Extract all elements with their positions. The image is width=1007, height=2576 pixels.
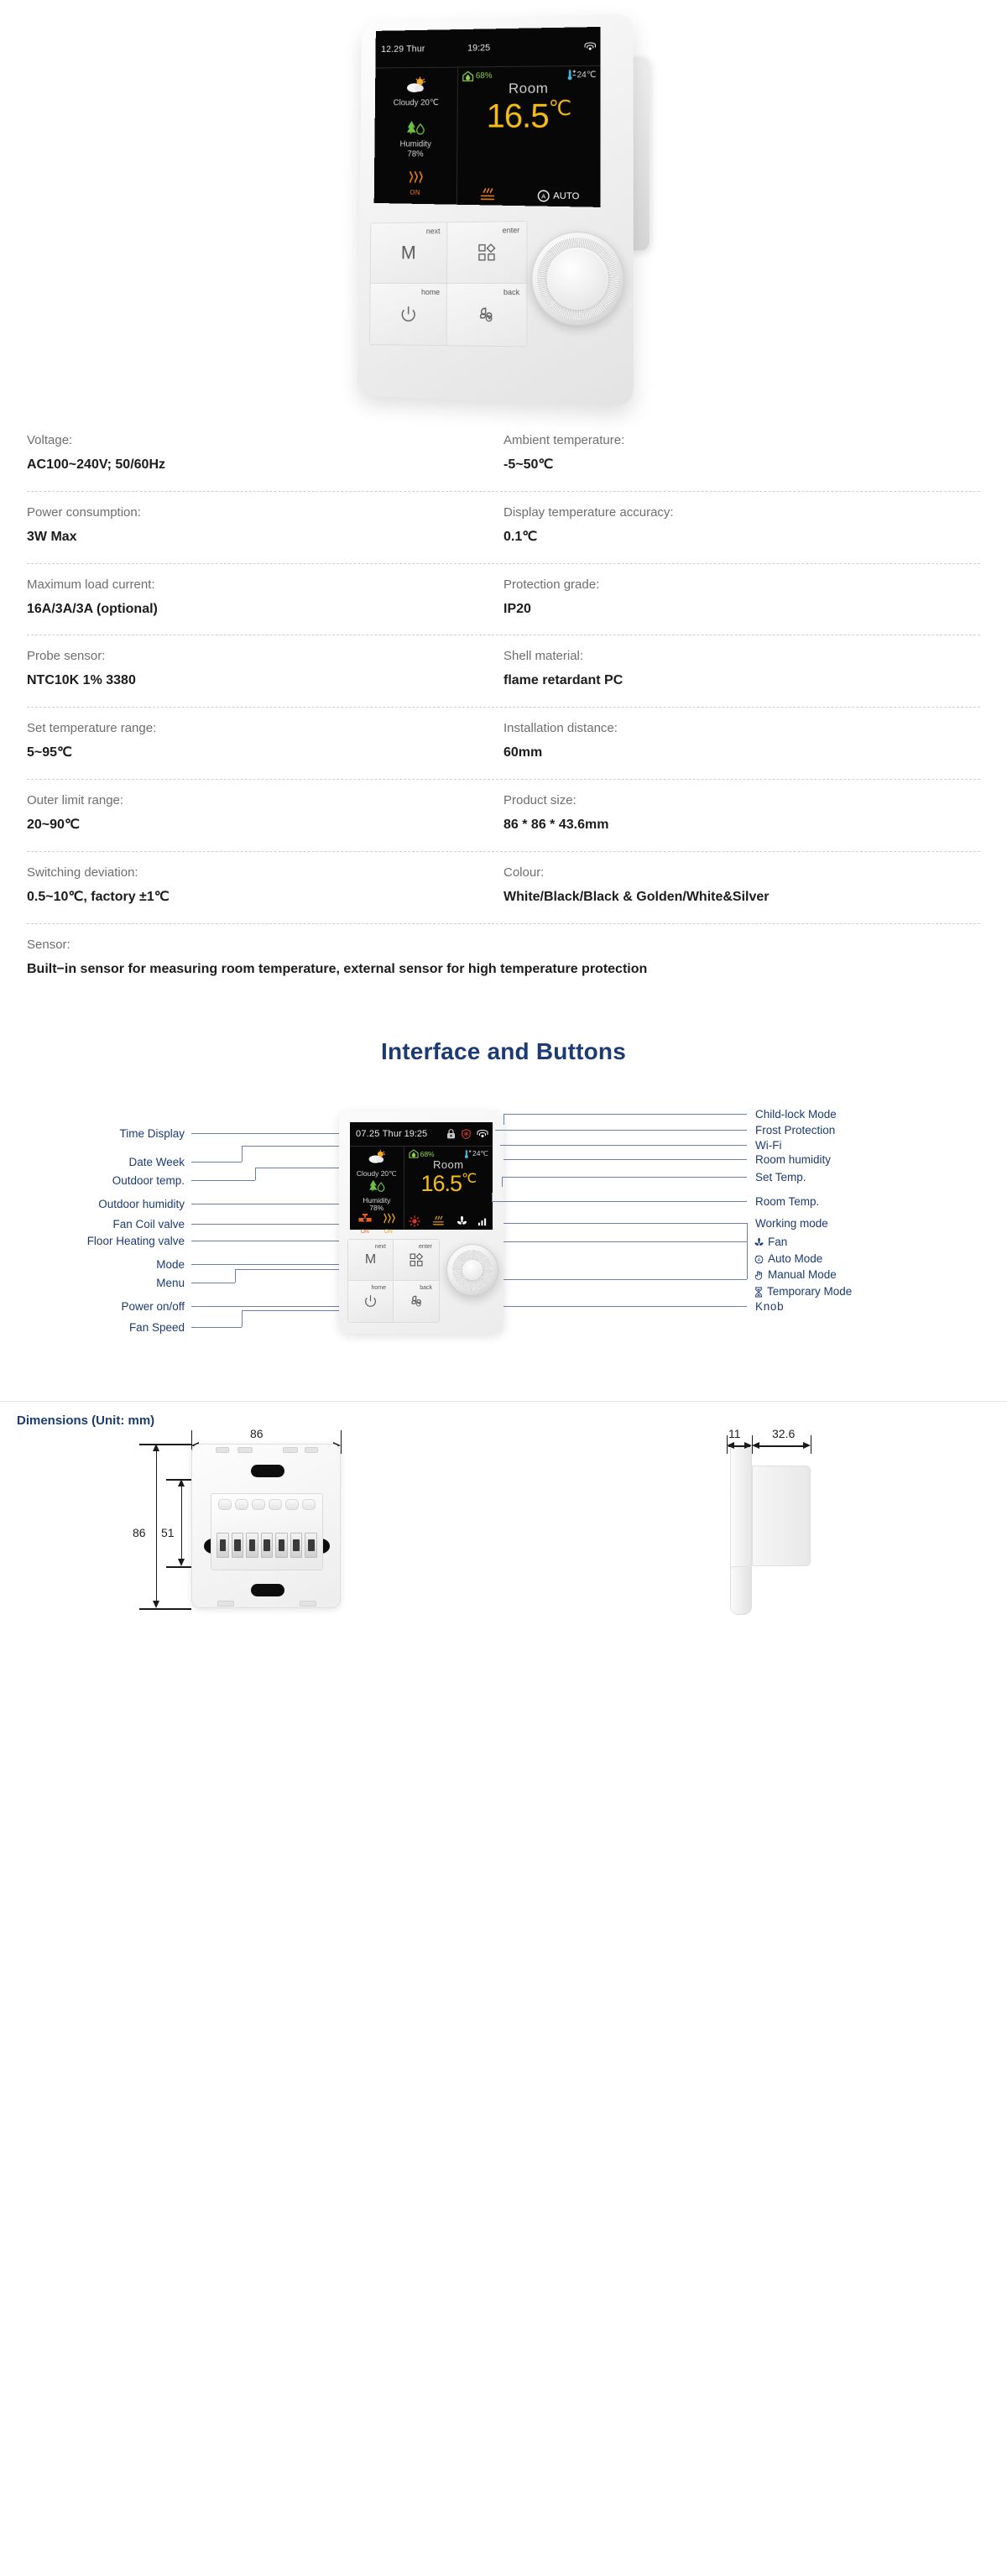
back-clip [237,1447,253,1453]
dimensions-section [0,1401,1007,1653]
callout-time-display: Time Display [119,1127,185,1141]
fan-blade-icon [456,1215,468,1227]
legend-bracket [747,1223,748,1279]
spec-cell [503,865,980,908]
terminal-caps [218,1499,316,1510]
dim-extension-line [139,1444,191,1445]
dim-extension-line [139,1608,191,1609]
leader-line [492,1201,747,1202]
outdoor-weather-text: Cloudy 20℃ [393,98,439,108]
diagram-set-temp-value: 24℃ [472,1149,488,1158]
leader-line [242,1146,243,1162]
signal-bars-icon [477,1216,488,1226]
callout-fan-coil-valve: Fan Coil valve [112,1218,185,1231]
dim-arrow [153,1601,159,1608]
thermostat-diagram-device [339,1111,503,1334]
dimensions-title: Dimensions (Unit: mm) [17,1413,155,1429]
diagram-button-pad[interactable] [347,1239,440,1323]
menu-grid-icon [408,1251,425,1268]
fan-icon [754,1237,764,1248]
spec-cell [27,577,503,620]
wifi-icon [584,42,595,50]
callout-power-on-off: Power on/off [121,1300,185,1314]
screen-status-bar [375,27,600,69]
diagram-mode-tag: next [374,1244,386,1251]
dim-side-11: 11 [728,1427,741,1441]
callout-frost-protection: Frost Protection [755,1124,836,1137]
leader-line [502,1177,747,1178]
dim-arrow [153,1444,159,1451]
leader-line [495,1130,747,1131]
leader-line [255,1168,256,1180]
floor-heating-valve-icon [381,1213,396,1225]
floor-heating-icon [406,170,424,185]
diagram-menu-button[interactable] [394,1240,439,1281]
room-humidity-value: 68% [475,71,493,81]
diagram-room-humidity-value: 68% [420,1149,435,1158]
spec-cell [503,505,980,548]
menu-button-tag: enter [502,226,520,235]
diagram-fan-speed-button[interactable] [394,1281,439,1322]
terminal-module [211,1493,323,1570]
spec-cell [503,721,980,764]
spec-label: Protection grade: [503,577,600,592]
dim-line [755,1445,807,1446]
callout-menu: Menu [156,1277,185,1290]
leader-line [503,1223,747,1224]
power-button-tag: home [420,287,441,296]
callout-outdoor-temp: Outdoor temp. [112,1174,185,1188]
dim-line [156,1447,157,1605]
room-temperature-value: 16.5 [486,97,549,135]
diagram-power-button[interactable] [348,1281,394,1322]
diagram-room-temperature [409,1170,488,1196]
diagram-room-humidity [409,1149,435,1158]
diagram-power-tag: home [371,1285,386,1292]
spec-row [27,708,980,780]
diagram-status-bar [350,1122,493,1146]
diagram-room-label: Room [432,1157,464,1171]
legend-label-auto: Auto Mode [768,1252,823,1266]
spec-label: Outer limit range: [27,792,124,807]
leader-line [503,1114,504,1125]
leader-line [503,1159,747,1160]
spec-label: Voltage: [27,433,73,447]
callout-room-humidity: Room humidity [755,1153,832,1167]
set-temperature-icon [464,1149,472,1159]
leader-line [502,1177,503,1187]
set-temp-value: 24℃ [577,70,597,80]
diagram-mode-button[interactable] [348,1240,394,1281]
room-label: Room [508,80,549,97]
spec-row [27,492,980,564]
diagram-status-icons [446,1129,488,1139]
spec-label: Sensor: [27,937,70,952]
leader-line [503,1306,747,1307]
spec-value: IP20 [503,601,531,616]
set-temperature-icon [566,69,576,81]
fan-coil-valve-icon [357,1213,373,1225]
spec-value: 3W Max [27,529,77,544]
back-clip [300,1601,316,1607]
spec-row [27,852,980,924]
screen-time: 19:25 [467,42,491,54]
diagram-room-temperature-value: 16.5 [420,1170,462,1196]
dim-arrow [178,1479,185,1487]
terminal-block [217,1533,317,1558]
leader-line [191,1162,242,1163]
leader-line [191,1133,347,1134]
callout-floor-heating-valve: Floor Heating valve [86,1235,185,1248]
dim-width-86: 86 [250,1427,263,1441]
mode-button[interactable] [371,222,448,284]
diagram-room-temperature-unit: ℃ [462,1171,477,1186]
cable-slot-top [251,1465,284,1477]
dim-extension-line [341,1430,342,1454]
page-title-interface: Interface and Buttons [380,1038,626,1065]
callout-child-lock-mode: Child-lock Mode [755,1108,837,1121]
set-temp-readout [566,69,596,81]
spec-cell [503,793,980,836]
diagram-room-panel [404,1147,493,1231]
room-humidity-icon [462,71,474,81]
dim-side-326: 32.6 [772,1427,796,1441]
spec-row [27,564,980,636]
spec-row-sensor [27,924,980,995]
outdoor-humidity-icon [405,119,426,136]
diagram-mode-glyph: M [364,1252,377,1267]
dim-arrow [803,1442,811,1449]
svg-text:A: A [541,192,546,201]
diagram-screen-time: 19:25 [404,1128,428,1139]
leader-line [242,1310,352,1311]
legend-label-temporary: Temporary Mode [767,1285,853,1298]
spec-cell [27,938,980,980]
leader-line [242,1310,243,1327]
legend-label-fan: Fan [768,1236,788,1249]
legend-item-manual [754,1268,837,1282]
device-lcd-screen [374,27,601,207]
dim-arrow [744,1442,752,1449]
diagram-humidity-value: 78% [369,1204,384,1213]
leader-line [191,1224,352,1225]
menu-grid-icon [476,242,498,264]
side-view-body [752,1466,811,1566]
diagram-knob[interactable] [446,1244,498,1296]
callout-wifi: Wi-Fi [755,1139,782,1152]
callout-date-week: Date Week [128,1156,185,1169]
dim-height-51: 51 [161,1526,175,1540]
legend-item-auto [754,1252,822,1266]
leader-line [191,1306,347,1307]
callout-fan-speed: Fan Speed [128,1321,185,1335]
outdoor-humidity-icon [368,1178,386,1193]
legend-label-manual: Manual Mode [768,1268,837,1282]
callout-room-temp: Room Temp. [755,1195,820,1209]
spec-value: 0.1℃ [503,529,538,544]
auto-mode-icon [537,189,550,203]
callout-outdoor-humidity: Outdoor humidity [98,1198,185,1211]
spec-label: Power consumption: [27,504,141,520]
leader-line [503,1241,747,1242]
diagram-set-temp [464,1149,488,1159]
interface-diagram [0,1099,1007,1393]
mode-button-glyph: M [400,242,416,264]
spec-cell [27,721,503,764]
back-clip [217,1601,234,1607]
cloudy-weather-icon [404,77,427,94]
power-icon [363,1294,378,1309]
screen-status-icons [584,42,595,50]
diagram-screen-date: 07.25 Thur [356,1128,403,1139]
thermostat-back-view [191,1444,341,1608]
spec-value: 86 * 86 * 43.6mm [503,817,609,832]
spec-value: NTC10K 1% 3380 [27,673,136,688]
room-humidity-readout [462,71,492,81]
spec-cell [27,793,503,836]
spec-value: -5~50℃ [503,457,554,472]
leader-line [492,1193,493,1201]
spec-cell [503,649,980,692]
cable-slot-bottom [251,1584,284,1596]
dim-arrow [752,1442,759,1449]
legend-item-fan [754,1236,787,1249]
wifi-icon [477,1130,488,1138]
cloudy-weather-icon [367,1150,387,1164]
dim-height-86: 86 [133,1526,146,1540]
spec-row [27,635,980,708]
manual-icon [754,1270,764,1281]
frost-protection-icon [462,1129,471,1139]
back-clip [283,1447,298,1453]
diagram-outdoor-panel [350,1147,404,1236]
leader-line [191,1327,242,1328]
leader-line [191,1180,255,1181]
spec-value: AC100~240V; 50/60Hz [27,457,165,472]
callout-mode: Mode [156,1258,185,1272]
legend-item-temporary [754,1285,852,1298]
specifications-table [0,420,1007,995]
spec-value: 20~90℃ [27,817,80,832]
spec-row [27,420,980,492]
hero-product-image [0,0,1007,420]
spec-value: 16A/3A/3A (optional) [27,601,158,616]
power-icon [399,305,417,323]
outdoor-humidity-value: 78% [407,149,424,159]
callout-set-temp: Set Temp. [755,1171,806,1184]
fan-coil-valve-status: ON [360,1229,369,1236]
screen-date: 12.29 Thur [381,44,425,55]
room-temperature-display [462,99,597,133]
spec-label: Switching deviation: [27,865,138,880]
spec-value: Built−in sensor for measuring room temperature, external sensor for high temperature protection [27,961,648,976]
spec-cell [503,577,980,620]
auto-icon [754,1254,764,1265]
spec-value: 60mm [503,745,543,760]
spec-label: Product size: [503,792,577,807]
diagram-outdoor-weather-text: Cloudy 20℃ [356,1168,397,1178]
dim-arrow [727,1442,734,1449]
temporary-icon [754,1287,764,1298]
fan-speed-button-tag: back [503,288,520,297]
diagram-lcd-screen [350,1122,493,1236]
spec-label: Ambient temperature: [503,433,625,447]
spec-value: White/Black/Black & Golden/White&Silver [503,889,770,904]
fan-speed-icon [477,305,497,325]
spec-cell [503,433,980,476]
thermostat-device-photo [344,12,646,406]
spec-label: Colour: [503,865,545,880]
spec-label: Probe sensor: [27,649,106,664]
device-knob[interactable] [531,231,624,326]
menu-button[interactable] [447,222,527,284]
leader-line [503,1279,747,1280]
spec-cell [27,433,503,476]
spec-label: Maximum load current: [27,577,155,592]
mode-button-tag: next [425,227,441,236]
floor-heating-status: ON [410,188,420,196]
spec-cell [27,649,503,692]
working-mode-indicator [537,189,579,203]
diagram-humidity-label: Humidity [363,1195,391,1204]
room-temperature-unit: ℃ [548,97,571,121]
spec-label: Installation distance: [503,721,618,736]
svg-text:A: A [757,1257,761,1263]
spec-label: Set temperature range: [27,721,157,736]
outdoor-panel [374,68,459,205]
room-panel [457,66,600,207]
callout-working-mode: Working mode [755,1217,828,1231]
room-humidity-icon [409,1149,419,1158]
outdoor-humidity-label: Humidity [399,139,431,149]
spec-label: Display temperature accuracy: [503,504,674,520]
device-button-pad[interactable] [369,221,528,347]
spec-row [27,780,980,852]
fan-speed-icon [409,1293,425,1309]
spec-cell [27,505,503,548]
diagram-menu-tag: enter [419,1244,432,1251]
leader-line [235,1269,236,1283]
spec-value: 5~95℃ [27,745,73,760]
dim-arrow [178,1559,185,1566]
floor-heating-coil-icon [430,1215,446,1227]
spec-value: 0.5~10℃, factory ±1℃ [27,889,170,904]
spec-value: flame retardant PC [503,673,624,688]
back-clip [305,1447,318,1453]
leader-line [500,1145,747,1146]
dim-line [181,1482,182,1563]
leader-line [503,1114,747,1115]
diagram-fan-speed-tag: back [420,1285,432,1292]
leader-line [191,1264,347,1265]
back-clip [216,1447,229,1453]
child-lock-icon [446,1129,456,1139]
spec-cell [27,865,503,908]
working-mode-label: AUTO [553,191,580,202]
floor-heating-coil-icon [477,187,496,202]
callout-knob: Knob [755,1300,785,1314]
side-view-knob-profile [730,1566,752,1615]
fan-speed-button[interactable] [447,284,527,346]
leader-line [242,1146,352,1147]
heating-sun-icon [409,1215,420,1227]
power-button[interactable] [370,284,447,345]
spec-label: Shell material: [503,649,584,664]
floor-heating-valve-status: ON [383,1229,393,1236]
